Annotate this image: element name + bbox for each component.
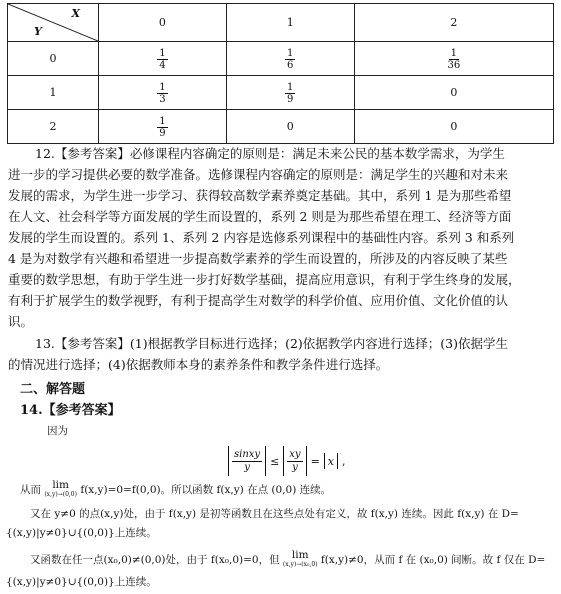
row-header: 0: [8, 42, 99, 76]
inequality-formula: $\frac{\text{sinxy}}{y}$ ≤ $\frac{xy}{y}$ = x ,: [228, 444, 350, 478]
line-else-1: 又函数在任一点(x₀,0)≠(0,0)处，由于 f(x₀,0)=0，但 lim (x,y)→(x₀,0) f(x,y)≠0，从而 f 在 (x₀,0) 间断。故 f 仅在 D=: [30, 549, 546, 568]
section-title: 二、解答题: [20, 382, 86, 397]
answer-12-line: 发展的需求，为学生进一步学习、获得较高数学素养奠定基础。其中，系列 1 是为那些希望: [8, 188, 512, 203]
table-cell: 0: [226, 110, 354, 144]
answer-12-line: 进一步的学习提供必要的数学准备。选修课程内容确定的原则是：满足学生的兴趣和对未来: [8, 167, 509, 182]
table-cell: [354, 42, 553, 76]
line-from: 从而 lim (x,y)→(0,0) f(x,y)=0=f(0,0)。所以函数 f(x,y) 在点 (0,0) 连续。: [20, 479, 332, 498]
line-also-2: {(x,y)|y≠0}∪{(0,0)}上连续。: [6, 527, 157, 539]
table-cell: 0: [354, 76, 553, 110]
fraction: [157, 48, 167, 71]
line-also-1: 又在 y≠0 的点(x,y)处，由于 f(x,y) 是初等函数且在这些点处有定义，故 f(x,y) 连续。因此 f(x,y) 在 D=: [30, 508, 519, 520]
col-header: 1: [226, 4, 354, 42]
abs-x-term: x: [324, 453, 338, 469]
answer-12-line: 重要的数学思想，有助于学生进一步打好数学基础，提高应用意识，有利于学生终身的发展，: [8, 272, 521, 287]
table-cell: [226, 76, 354, 110]
answer-12-line: 在人文、社会科学等方面发展的学生而设置的，系列 2 则是为那些希望在理工、经济等方面: [8, 209, 512, 224]
line-else-2: {(x,y)|y≠0}∪{(0,0)}上连续。: [6, 576, 157, 588]
table-corner-cell: [8, 4, 99, 42]
answer-12-line: 有利于扩展学生的数学视野，有利于提高学生对数学的科学价值、应用价值、文化价值的认: [8, 293, 509, 308]
table-cell: [99, 42, 227, 76]
fraction: [157, 116, 167, 139]
table-cell: [99, 76, 227, 110]
abs-xy-term: $\frac{xy}{y}$: [283, 446, 306, 476]
table-cell: [99, 110, 227, 144]
corner-y-label: Y: [34, 25, 42, 38]
answer-13-line: 13.【参考答案】(1)根据教学目标进行选择；(2)依据教学内容进行选择；(3)依据学生: [35, 336, 508, 351]
table-cell: 0: [354, 110, 553, 144]
table-header-row: [8, 4, 554, 42]
answer-14-title: 14.【参考答案】: [20, 403, 121, 418]
answer-13-line: 的情况进行选择；(4)依据教师本身的素养条件和教学条件进行选择。: [8, 357, 389, 372]
table-cell: [226, 42, 354, 76]
fraction: [285, 82, 295, 105]
corner-x-label: X: [71, 7, 80, 20]
col-header: 2: [354, 4, 553, 42]
numerator: 1: [159, 116, 166, 127]
numerator: 1: [287, 48, 294, 59]
limit-symbol: lim (x,y)→(x₀,0): [282, 549, 318, 568]
row-header: 1: [8, 76, 99, 110]
numerator: 1: [287, 82, 294, 93]
answer-12-line: 发展的学生而设置的。系列 1、系列 2 内容是选修系列课程中的基础性内容。系列 3 和系列: [8, 230, 515, 245]
col-header: 0: [99, 4, 227, 42]
answer-12-line: 识。: [8, 314, 34, 329]
abs-sin-term: $\frac{\text{sinxy}}{y}$: [228, 446, 266, 476]
table-row: [8, 42, 554, 76]
because-text: 因为: [47, 425, 68, 437]
numerator: 1: [159, 48, 166, 59]
denominator: 36: [447, 60, 461, 71]
probability-table: [7, 3, 554, 144]
numerator: 1: [159, 82, 166, 93]
row-header: 2: [8, 110, 99, 144]
denominator: 9: [287, 94, 294, 105]
answer-12-line: 12.【参考答案】必修课程内容确定的原则是：满足未来公民的基本数学需求，为学生: [35, 146, 505, 161]
table-row: [8, 76, 554, 110]
fraction: [445, 48, 462, 71]
table-row: [8, 110, 554, 144]
limit-symbol: lim (x,y)→(0,0): [44, 479, 77, 498]
denominator: 6: [287, 60, 294, 71]
fraction: [285, 48, 295, 71]
denominator: 9: [159, 128, 166, 139]
numerator: 1: [450, 48, 457, 59]
denominator: 4: [159, 60, 166, 71]
diagonal-line: [8, 4, 98, 41]
fraction: [157, 82, 167, 105]
answer-12-line: 4 是为对数学有兴趣和希望进一步提高数学素养的学生而设置的，所涉及的内容反映了某些: [8, 251, 508, 266]
denominator: 3: [159, 94, 166, 105]
